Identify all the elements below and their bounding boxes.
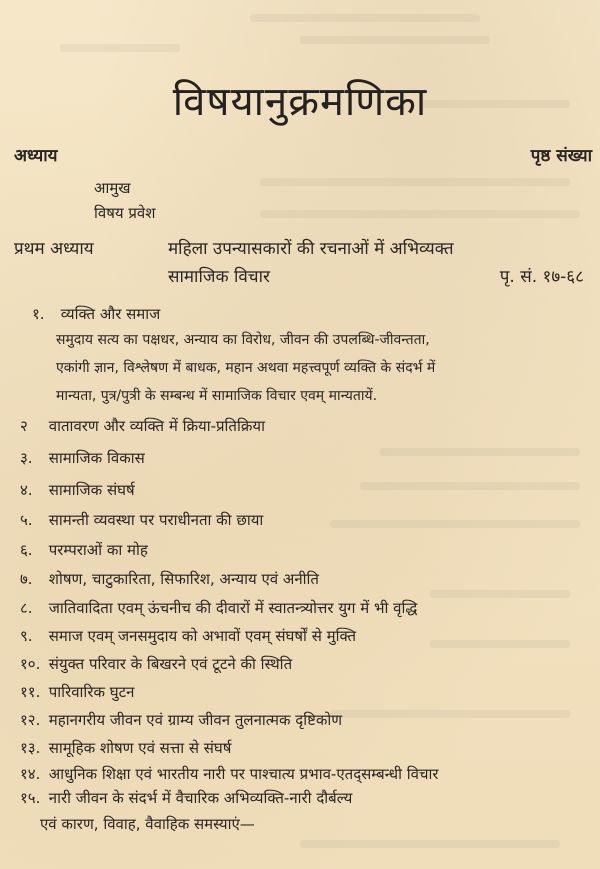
toc-item-number: ६.	[20, 541, 33, 559]
toc-item-number: १.	[32, 305, 45, 323]
toc-item	[20, 682, 135, 702]
toc-item-continuation: एवं कारण, विवाह, वैवाहिक समस्याएं—	[40, 815, 255, 833]
column-header-chapter: अध्याय	[14, 146, 58, 166]
toc-item-text: शोषण, चाटुकारिता, सिफारिश, अन्याय एवं अनीति	[48, 570, 319, 588]
toc-item-text: व्यक्ति और समाज	[60, 305, 161, 323]
toc-item-text: सामूहिक शोषण एवं सत्ता से संघर्ष	[48, 739, 232, 757]
toc-item	[20, 416, 265, 436]
toc-item-number: ८.	[20, 599, 33, 617]
toc-item	[20, 626, 356, 646]
toc-item	[20, 448, 145, 468]
toc-item-number: ५.	[20, 511, 33, 529]
toc-item	[32, 304, 160, 324]
toc-item-number: १४.	[20, 765, 41, 783]
toc-item-text: परम्पराओं का मोह	[48, 541, 148, 559]
chapter-page-range: पृ. सं. १७-६८	[499, 267, 584, 287]
toc-item-description-line: मान्यता, पुत्र/पुत्री के सम्बन्ध में सामाजिक विचार एवम् मान्यतायें.	[56, 388, 378, 404]
toc-item	[20, 710, 342, 730]
toc-item-number: १३.	[20, 739, 41, 757]
toc-item	[20, 654, 292, 674]
toc-item	[20, 480, 135, 500]
toc-item	[20, 738, 231, 758]
toc-item-text: आधुनिक शिक्षा एवं भारतीय नारी पर पाश्चात्य प्रभाव-एतद्सम्बन्धी विचार	[48, 765, 439, 783]
chapter-title-line-2: सामाजिक विचार	[168, 267, 270, 287]
front-matter-introduction: विषय प्रवेश	[94, 204, 156, 222]
toc-item-number: ७.	[20, 570, 33, 588]
toc-item-text: संयुक्त परिवार के बिखरने एवं टूटने की स्थिति	[48, 655, 293, 673]
chapter-title-line-1: महिला उपन्यासकारों की रचनाओं में अभिव्यक्त	[168, 239, 454, 259]
toc-item	[20, 540, 148, 560]
toc-item-number: १५.	[20, 789, 41, 807]
toc-item-text: नारी जीवन के संदर्भ में वैचारिक अभिव्यक्ति-नारी दौर्बल्य	[48, 789, 353, 807]
front-matter-preface: आमुख	[94, 179, 131, 197]
toc-item-description-line: समुदाय सत्य का पक्षधर, अन्याय का विरोध, जीवन की उपलब्धि-जीवन्तता,	[56, 332, 430, 348]
toc-item-number: १०.	[20, 655, 41, 673]
toc-item-text: जातिवादिता एवम् ऊंचनीच की दीवारों में स्वातन्त्र्योत्तर युग में भी वृद्धि	[48, 599, 418, 617]
toc-item-description-line: एकांगी ज्ञान, विश्लेषण में बाधक, महान अथवा महत्त्वपूर्ण व्यक्ति के संदर्भ में	[56, 360, 436, 376]
toc-item-text: सामाजिक विकास	[48, 449, 145, 467]
toc-item-number: ४.	[20, 481, 33, 499]
toc-item-text: महानगरीय जीवन एवं ग्राम्य जीवन तुलनात्मक दृष्टिकोण	[48, 711, 343, 729]
toc-item-number: ११.	[20, 683, 41, 701]
toc-item-text: सामन्ती व्यवस्था पर पराधीनता की छाया	[48, 511, 264, 529]
toc-item-number: १२.	[20, 711, 41, 729]
toc-item	[20, 764, 439, 784]
toc-item-text: पारिवारिक घुटन	[48, 683, 135, 701]
column-header-page-number: पृष्ठ संख्या	[530, 146, 592, 166]
page-title: विषयानुक्रमणिका	[172, 79, 428, 125]
toc-item	[20, 569, 319, 589]
chapter-label: प्रथम अध्याय	[14, 239, 94, 259]
toc-item	[20, 788, 352, 808]
toc-item	[20, 598, 417, 618]
toc-item-text: समाज एवम् जनसमुदाय को अभावों एवम् संघर्षों से मुक्ति	[48, 627, 357, 645]
toc-item-number: ९.	[20, 627, 33, 645]
toc-item-number: २	[20, 417, 28, 435]
toc-item-text: सामाजिक संघर्ष	[48, 481, 135, 499]
toc-item-text: वातावरण और व्यक्ति में क्रिया-प्रतिक्रिया	[48, 417, 265, 435]
toc-item-number: ३.	[20, 449, 33, 467]
toc-item	[20, 510, 263, 530]
